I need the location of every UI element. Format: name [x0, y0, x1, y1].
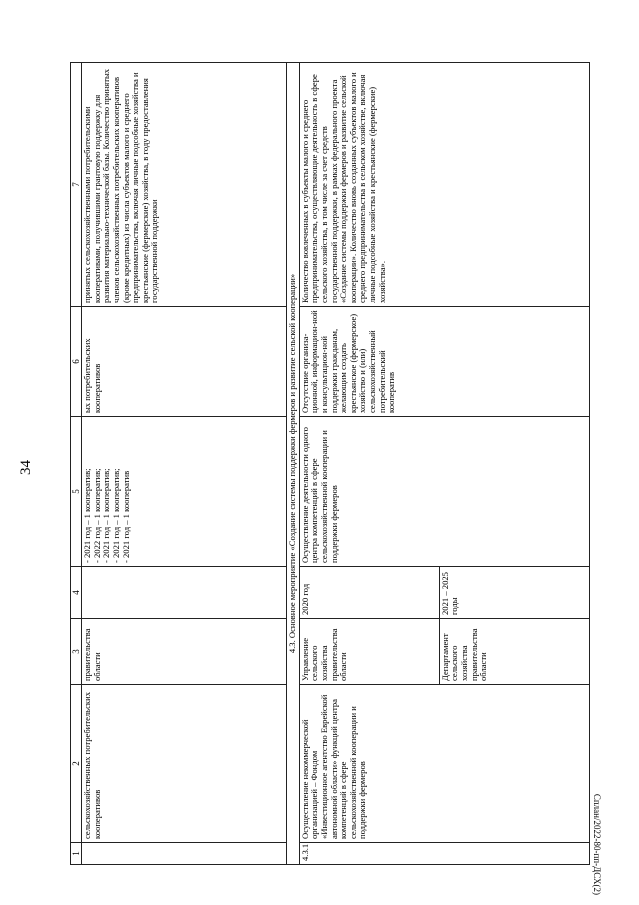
- column-number: 3: [71, 619, 82, 685]
- table-cell: сельскохозяйственных потребительских кооперативов: [82, 685, 287, 843]
- table-row: [299, 63, 439, 865]
- table-cell: [82, 567, 287, 619]
- footer-code: Сплан/2022-80-пп-ДСХ(2): [592, 793, 602, 895]
- section-heading-row: [287, 63, 300, 865]
- measures-table: [70, 62, 590, 865]
- column-number: 1: [71, 843, 82, 865]
- table-cell: Осуществление некоммерческой организацией – Фондом «Инвестиционное агентство Еврейской автономной области» функций центра компетенций в сфере сельскохозяйственной кооперации и поддержки фермеров: [299, 685, 589, 843]
- table-cell: принятых сельскохозяйственными потребительскими кооперативами, получившими грантовую поддержку для развития материально-технической базы. Количество принятых членов сельскохозяйственных потребительских кооперативов (кроме кредитных) из числа субъектов малого и среднего предпринимательства, включая личные подсобные хозяйства и крестьянские (фермерские) хозяйства, в году предоставления государственной поддержки: [82, 63, 287, 307]
- table-cell: Отсутствие организа-ционной, информацион-ной и консультацион-ной поддержки гражданам, желающим создать крестьянское (фермерское) хозяйство и (или) сельскохозяйственный потребительский кооператив: [299, 307, 589, 417]
- table-cell: 2020 год: [299, 567, 439, 619]
- table-cell: ых потребительских кооперативов: [82, 307, 287, 417]
- column-number-row: [71, 63, 82, 865]
- plan-line: - 2022 год – 1 кооператив;: [91, 468, 102, 563]
- column-number: 4: [71, 567, 82, 619]
- indicator-text: Количество вновь созданных субъектов малого и среднего предпринимательства в сельском хозяйстве, включая личные подсобные хозяйства и крестьянские (фермерские) хозяйства».: [347, 72, 387, 303]
- page-number: 34: [18, 460, 34, 475]
- column-number: 6: [71, 307, 82, 417]
- plan-line: - 2021 год – 1 кооператив: [120, 470, 131, 563]
- indicator-text: Количество вовлеченных в субъекты малого и среднего предпринимательства, осуществляющие деятельность в сфере сельского хозяйства, в том числе за счет средств государственной поддержки, в рамках федерального проекта «Создание системы поддержки фермеров и развитие сельской кооперации».: [299, 74, 358, 303]
- table-cell: [299, 63, 589, 307]
- plan-line: - 2021 год – 1 кооператив;: [82, 468, 93, 563]
- table-cell: [82, 843, 287, 865]
- plan-line: - 2021 год – 1 кооператив;: [110, 468, 121, 563]
- section-heading: 4.3. Основное мероприятие «Создание системы поддержки фермеров и развитие сельской кооперации»: [287, 63, 300, 865]
- table-cell: 2021 – 2025 годы: [439, 567, 589, 619]
- table-cell: [82, 417, 287, 567]
- row-number: 4.3.1: [299, 843, 589, 865]
- table-cell: правительства области: [82, 619, 287, 685]
- table-cell: Департамент сельского хозяйства правительства области: [439, 619, 589, 685]
- column-number: 7: [71, 63, 82, 307]
- table-cell: Управление сельского хозяйства правительства области: [299, 619, 439, 685]
- column-number: 2: [71, 685, 82, 843]
- column-number: 5: [71, 417, 82, 567]
- plan-line: - 2021 год – 1 кооператив;: [101, 468, 112, 563]
- table-row: [82, 63, 287, 865]
- table-cell: Осуществление деятельности одного центра компетенций в сфере сельскохозяйственной кооперации и поддержки фермеров: [299, 417, 589, 567]
